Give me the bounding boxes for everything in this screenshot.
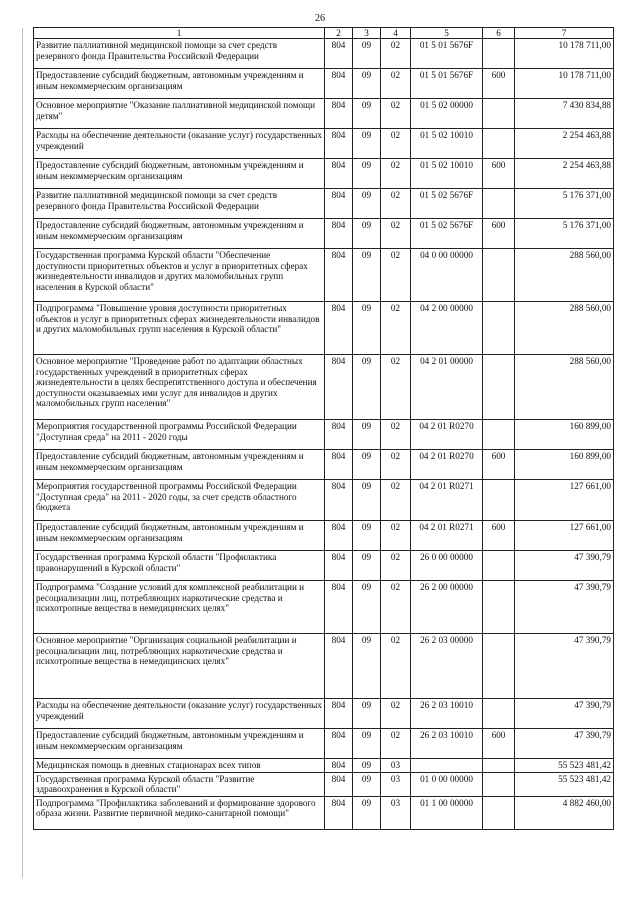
cell-c6 xyxy=(483,99,515,129)
cell-c2: 804 xyxy=(325,634,353,699)
cell-c4: 02 xyxy=(381,450,411,480)
cell-c5: 26 2 03 10010 xyxy=(411,699,483,729)
cell-c5 xyxy=(411,759,483,773)
cell-c4: 02 xyxy=(381,69,411,99)
cell-c5: 26 2 03 00000 xyxy=(411,634,483,699)
cell-c3: 09 xyxy=(353,634,381,699)
cell-c4: 02 xyxy=(381,159,411,189)
table-row xyxy=(34,729,614,759)
cell-c7: 10 178 711,00 xyxy=(515,69,614,99)
cell-c5: 01 5 02 10010 xyxy=(411,159,483,189)
cell-c4: 02 xyxy=(381,99,411,129)
cell-c4: 02 xyxy=(381,521,411,551)
table-row xyxy=(34,699,614,729)
cell-c2: 804 xyxy=(325,699,353,729)
row-name-cell: Мероприятия государственной программы Российской Федерации "Доступная среда" на 2011 - 2020 годы, за счет средств областного бюджета xyxy=(34,480,325,521)
table-row xyxy=(34,219,614,249)
cell-c2: 804 xyxy=(325,796,353,829)
table-row xyxy=(34,759,614,773)
cell-c6 xyxy=(483,480,515,521)
cell-c7: 127 661,00 xyxy=(515,480,614,521)
row-name-cell: Основное мероприятие "Оказание паллиативной медицинской помощи детям" xyxy=(34,99,325,129)
row-name-cell: Расходы на обеспечение деятельности (оказание услуг) государственных учреждений xyxy=(34,699,325,729)
cell-c5: 04 2 01 00000 xyxy=(411,355,483,420)
cell-c2: 804 xyxy=(325,219,353,249)
cell-c6 xyxy=(483,189,515,219)
table-row xyxy=(34,521,614,551)
cell-c5: 01 5 02 10010 xyxy=(411,129,483,159)
cell-c7: 160 899,00 xyxy=(515,450,614,480)
cell-c4: 02 xyxy=(381,634,411,699)
row-name-cell: Предоставление субсидий бюджетным, автономным учреждениям и иным некоммерческим организациям xyxy=(34,729,325,759)
table-row xyxy=(34,480,614,521)
cell-c2: 804 xyxy=(325,450,353,480)
cell-c6 xyxy=(483,699,515,729)
column-header-7: 7 xyxy=(515,28,614,39)
cell-c2: 804 xyxy=(325,302,353,355)
cell-c7: 2 254 463,88 xyxy=(515,129,614,159)
cell-c6: 600 xyxy=(483,729,515,759)
table-row xyxy=(34,159,614,189)
cell-c5: 04 2 01 R0270 xyxy=(411,420,483,450)
cell-c5: 26 0 00 00000 xyxy=(411,551,483,581)
row-name-cell: Предоставление субсидий бюджетным, автономным учреждениям и иным некоммерческим организациям xyxy=(34,219,325,249)
cell-c3: 09 xyxy=(353,249,381,302)
cell-c6: 600 xyxy=(483,159,515,189)
cell-c5: 01 5 02 5676F xyxy=(411,219,483,249)
cell-c3: 09 xyxy=(353,99,381,129)
cell-c7: 288 560,00 xyxy=(515,355,614,420)
table-row xyxy=(34,302,614,355)
header-row xyxy=(34,28,614,39)
cell-c3: 09 xyxy=(353,159,381,189)
table-row xyxy=(34,634,614,699)
cell-c6: 600 xyxy=(483,219,515,249)
cell-c5: 04 0 00 00000 xyxy=(411,249,483,302)
row-name-cell: Подпрограмма "Повышение уровня доступности приоритетных объектов и услуг в приоритетных сферах жизнедеятельности инвалидов и других маломобильных групп населения в Курской области" xyxy=(34,302,325,355)
cell-c4: 03 xyxy=(381,772,411,796)
cell-c3: 09 xyxy=(353,581,381,634)
row-name-cell: Расходы на обеспечение деятельности (оказание услуг) государственных учреждений xyxy=(34,129,325,159)
cell-c3: 09 xyxy=(353,189,381,219)
cell-c5: 04 2 01 R0271 xyxy=(411,480,483,521)
table-row xyxy=(34,189,614,219)
row-name-cell: Государственная программа Курской области "Профилактика правонарушений в Курской области" xyxy=(34,551,325,581)
cell-c6 xyxy=(483,39,515,69)
cell-c3: 09 xyxy=(353,129,381,159)
cell-c6: 600 xyxy=(483,450,515,480)
cell-c6 xyxy=(483,551,515,581)
cell-c4: 02 xyxy=(381,219,411,249)
cell-c2: 804 xyxy=(325,420,353,450)
cell-c4: 02 xyxy=(381,699,411,729)
cell-c4: 02 xyxy=(381,420,411,450)
row-name-cell: Подпрограмма "Создание условий для комплексной реабилитации и ресоциализации лиц, потребляющих наркотические средства и психотропные вещества в немедицинских целях" xyxy=(34,581,325,634)
cell-c3: 09 xyxy=(353,551,381,581)
cell-c6 xyxy=(483,355,515,420)
cell-c7: 5 176 371,00 xyxy=(515,189,614,219)
cell-c7: 47 390,79 xyxy=(515,699,614,729)
cell-c7: 288 560,00 xyxy=(515,249,614,302)
cell-c5: 01 1 00 00000 xyxy=(411,796,483,829)
cell-c7: 4 882 460,00 xyxy=(515,796,614,829)
table-row xyxy=(34,39,614,69)
cell-c5: 01 0 00 00000 xyxy=(411,772,483,796)
cell-c3: 09 xyxy=(353,302,381,355)
cell-c7: 127 661,00 xyxy=(515,521,614,551)
cell-c6: 600 xyxy=(483,521,515,551)
cell-c5: 26 2 03 10010 xyxy=(411,729,483,759)
cell-c4: 02 xyxy=(381,249,411,302)
cell-c4: 02 xyxy=(381,551,411,581)
cell-c5: 26 2 00 00000 xyxy=(411,581,483,634)
row-name-cell: Предоставление субсидий бюджетным, автономным учреждениям и иным некоммерческим организациям xyxy=(34,159,325,189)
table-row xyxy=(34,420,614,450)
cell-c4: 02 xyxy=(381,129,411,159)
cell-c7: 288 560,00 xyxy=(515,302,614,355)
cell-c5: 01 5 02 5676F xyxy=(411,189,483,219)
cell-c7: 160 899,00 xyxy=(515,420,614,450)
cell-c5: 01 5 01 5676F xyxy=(411,39,483,69)
cell-c3: 09 xyxy=(353,521,381,551)
cell-c7: 55 523 481,42 xyxy=(515,772,614,796)
cell-c3: 09 xyxy=(353,772,381,796)
row-name-cell: Государственная программа Курской области "Обеспечение доступности приоритетных объектов и услуг в приоритетных сферах жизнедеятельности инвалидов и других маломобильных групп населения в Курской области" xyxy=(34,249,325,302)
column-header-2: 2 xyxy=(325,28,353,39)
row-name-cell: Предоставление субсидий бюджетным, автономным учреждениям и иным некоммерческим организациям xyxy=(34,69,325,99)
cell-c6 xyxy=(483,772,515,796)
cell-c2: 804 xyxy=(325,249,353,302)
budget-table xyxy=(33,27,614,830)
cell-c5: 01 5 02 00000 xyxy=(411,99,483,129)
cell-c4: 03 xyxy=(381,759,411,773)
cell-c7: 2 254 463,88 xyxy=(515,159,614,189)
cell-c4: 02 xyxy=(381,355,411,420)
column-header-5: 5 xyxy=(411,28,483,39)
cell-c3: 09 xyxy=(353,450,381,480)
cell-c6 xyxy=(483,420,515,450)
page-number: 26 xyxy=(315,13,325,24)
cell-c4: 03 xyxy=(381,796,411,829)
column-header-1: 1 xyxy=(34,28,325,39)
row-name-cell: Основное мероприятие "Проведение работ по адаптации областных государственных учреждений в приоритетных сферах жизнедеятельности в целях беспрепятственного доступа и обеспечения доступности оказываемых ими услуг для инвалидов и других маломобильных групп населения" xyxy=(34,355,325,420)
cell-c2: 804 xyxy=(325,355,353,420)
row-name-cell: Основное мероприятие "Организация социальной реабилитации и ресоциализации лиц, потребляющих наркотические средства и психотропные вещества в немедицинских целях" xyxy=(34,634,325,699)
cell-c3: 09 xyxy=(353,759,381,773)
cell-c2: 804 xyxy=(325,729,353,759)
cell-c3: 09 xyxy=(353,69,381,99)
cell-c2: 804 xyxy=(325,189,353,219)
table-row xyxy=(34,772,614,796)
row-name-cell: Мероприятия государственной программы Российской Федерации "Доступная среда" на 2011 - 2020 годы xyxy=(34,420,325,450)
table-row xyxy=(34,249,614,302)
row-name-cell: Развитие паллиативной медицинской помощи за счет средств резервного фонда Правительства Российской Федерации xyxy=(34,189,325,219)
row-name-cell: Предоставление субсидий бюджетным, автономным учреждениям и иным некоммерческим организациям xyxy=(34,450,325,480)
cell-c6 xyxy=(483,796,515,829)
cell-c3: 09 xyxy=(353,480,381,521)
column-header-3: 3 xyxy=(353,28,381,39)
cell-c7: 55 523 481,42 xyxy=(515,759,614,773)
table-row xyxy=(34,69,614,99)
cell-c3: 09 xyxy=(353,219,381,249)
cell-c4: 02 xyxy=(381,302,411,355)
cell-c2: 804 xyxy=(325,39,353,69)
cell-c4: 02 xyxy=(381,189,411,219)
cell-c3: 09 xyxy=(353,729,381,759)
cell-c7: 47 390,79 xyxy=(515,729,614,759)
table-row xyxy=(34,796,614,829)
row-name-cell: Медицинская помощь в дневных стационарах всех типов xyxy=(34,759,325,773)
cell-c6 xyxy=(483,634,515,699)
cell-c7: 47 390,79 xyxy=(515,551,614,581)
cell-c5: 04 2 00 00000 xyxy=(411,302,483,355)
cell-c2: 804 xyxy=(325,772,353,796)
table-row xyxy=(34,581,614,634)
cell-c2: 804 xyxy=(325,129,353,159)
column-header-6: 6 xyxy=(483,28,515,39)
cell-c6 xyxy=(483,249,515,302)
row-name-cell: Подпрограмма "Профилактика заболеваний и формирование здорового образа жизни. Развитие первичной медико-санитарной помощи" xyxy=(34,796,325,829)
cell-c2: 804 xyxy=(325,480,353,521)
cell-c7: 7 430 834,88 xyxy=(515,99,614,129)
table-row xyxy=(34,99,614,129)
cell-c6 xyxy=(483,581,515,634)
cell-c6 xyxy=(483,302,515,355)
cell-c3: 09 xyxy=(353,355,381,420)
scan-edge-line xyxy=(22,28,23,878)
cell-c3: 09 xyxy=(353,39,381,69)
cell-c3: 09 xyxy=(353,796,381,829)
column-header-4: 4 xyxy=(381,28,411,39)
table-row xyxy=(34,551,614,581)
cell-c2: 804 xyxy=(325,581,353,634)
cell-c2: 804 xyxy=(325,99,353,129)
cell-c2: 804 xyxy=(325,551,353,581)
table-row xyxy=(34,129,614,159)
cell-c3: 09 xyxy=(353,420,381,450)
cell-c5: 04 2 01 R0270 xyxy=(411,450,483,480)
row-name-cell: Государственная программа Курской области "Развитие здравоохранения в Курской области" xyxy=(34,772,325,796)
cell-c2: 804 xyxy=(325,69,353,99)
cell-c6 xyxy=(483,129,515,159)
cell-c2: 804 xyxy=(325,159,353,189)
table-row xyxy=(34,355,614,420)
cell-c6 xyxy=(483,759,515,773)
cell-c2: 804 xyxy=(325,521,353,551)
cell-c6: 600 xyxy=(483,69,515,99)
cell-c5: 01 5 01 5676F xyxy=(411,69,483,99)
cell-c4: 02 xyxy=(381,39,411,69)
table-row xyxy=(34,450,614,480)
cell-c4: 02 xyxy=(381,729,411,759)
row-name-cell: Развитие паллиативной медицинской помощи за счет средств резервного фонда Правительства Российской Федерации xyxy=(34,39,325,69)
cell-c5: 04 2 01 R0271 xyxy=(411,521,483,551)
cell-c7: 10 178 711,00 xyxy=(515,39,614,69)
cell-c7: 47 390,79 xyxy=(515,581,614,634)
cell-c2: 804 xyxy=(325,759,353,773)
cell-c4: 02 xyxy=(381,480,411,521)
cell-c7: 47 390,79 xyxy=(515,634,614,699)
cell-c7: 5 176 371,00 xyxy=(515,219,614,249)
row-name-cell: Предоставление субсидий бюджетным, автономным учреждениям и иным некоммерческим организациям xyxy=(34,521,325,551)
cell-c3: 09 xyxy=(353,699,381,729)
cell-c4: 02 xyxy=(381,581,411,634)
